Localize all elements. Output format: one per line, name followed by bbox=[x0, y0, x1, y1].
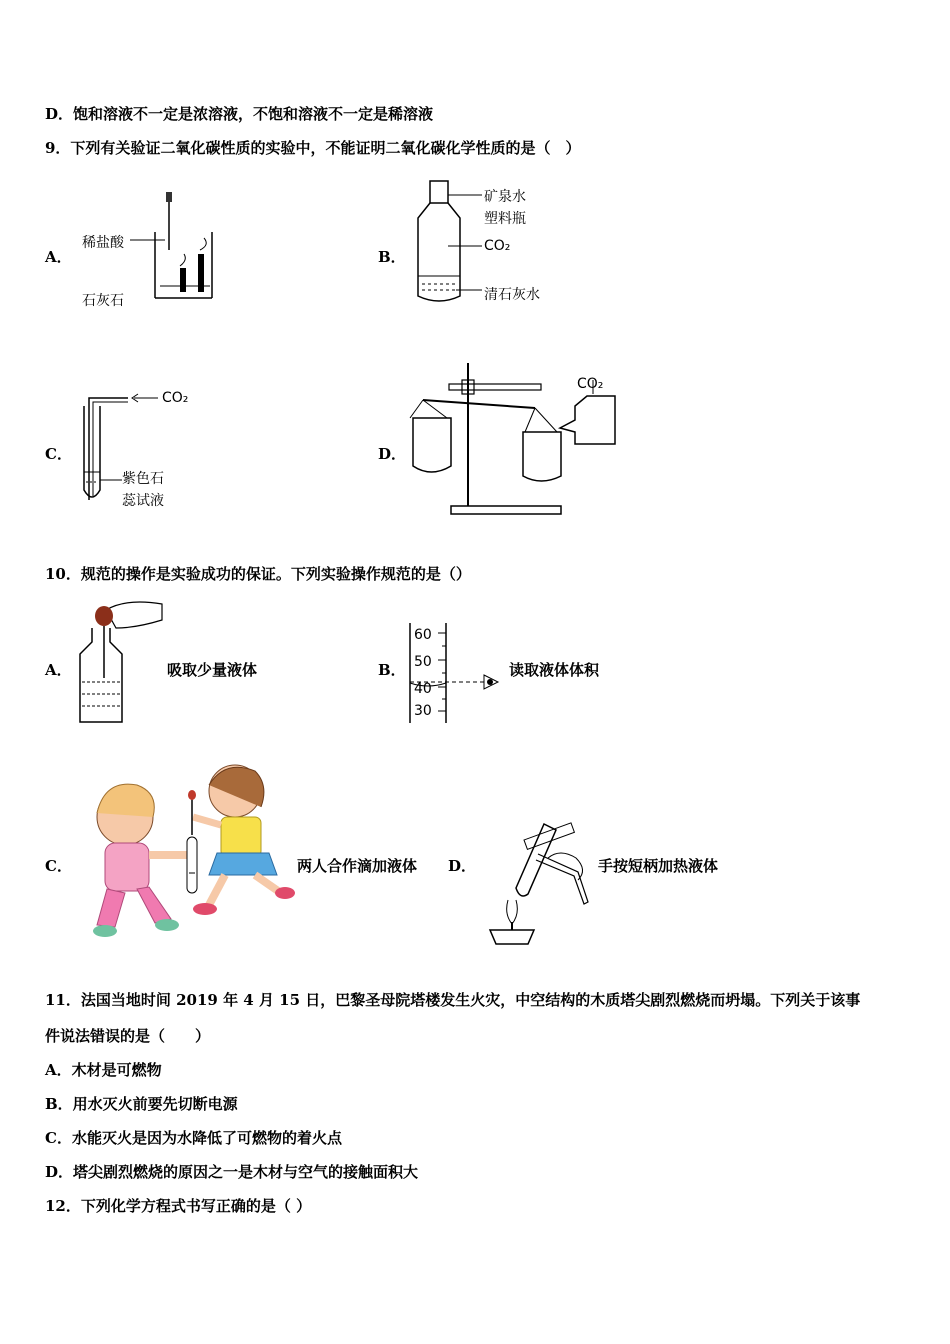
q9-d-balance-diagram bbox=[405, 358, 620, 518]
q9-b-limewater-text: 清石灰水 bbox=[484, 287, 540, 303]
q9-a-beaker-diagram bbox=[130, 190, 220, 305]
q9-option-b-label: B． bbox=[378, 248, 406, 266]
q9-b-bottle-text: 塑料瓶 bbox=[484, 211, 526, 227]
q9-b-co2-text: CO₂ bbox=[484, 238, 511, 254]
q10-a-dropper-diagram bbox=[76, 598, 166, 726]
q9-a-acid-text: 稀盐酸 bbox=[82, 235, 124, 251]
q10-option-a-label: A． bbox=[45, 661, 72, 679]
q10-d-caption: 手按短柄加热液体 bbox=[598, 857, 719, 875]
q10-b-tick-30: 30 bbox=[414, 703, 432, 719]
q9-d-co2-text: CO₂ bbox=[577, 376, 604, 392]
q10-c-children-illustration bbox=[85, 755, 295, 945]
q9-c-litmus-text-1: 紫色石 bbox=[122, 471, 164, 487]
q9-stem: 9．下列有关验证二氧化碳性质的实验中，不能证明二氧化碳化学性质的是（ ） bbox=[45, 139, 581, 157]
q10-option-c-label: C． bbox=[45, 857, 72, 875]
q11-option-a: A．木材是可燃物 bbox=[45, 1061, 162, 1079]
q10-option-d-label: D． bbox=[448, 857, 477, 875]
prev-option-d: D．饱和溶液不一定是浓溶液，不饱和溶液不一定是稀溶液 bbox=[45, 105, 434, 123]
q9-option-a-label: A． bbox=[45, 248, 72, 266]
q10-b-tick-40: 40 bbox=[414, 681, 432, 697]
q10-a-caption: 吸取少量液体 bbox=[167, 661, 258, 679]
q10-b-tick-60: 60 bbox=[414, 627, 432, 643]
q10-d-heating-diagram bbox=[478, 818, 598, 948]
q9-option-c-label: C． bbox=[45, 445, 72, 463]
q11-option-c: C．水能灭火是因为水降低了可燃物的着火点 bbox=[45, 1129, 342, 1147]
q9-c-testtube-diagram bbox=[80, 390, 160, 510]
q9-c-litmus-text-2: 蕊试液 bbox=[122, 493, 164, 509]
q10-b-tick-50: 50 bbox=[414, 654, 432, 670]
q10-stem: 10．规范的操作是实验成功的保证。下列实验操作规范的是（） bbox=[45, 565, 471, 583]
q9-a-limestone-text: 石灰石 bbox=[82, 293, 124, 309]
q9-b-bottle-diagram bbox=[412, 178, 487, 308]
q9-option-d-label: D． bbox=[378, 445, 407, 463]
q10-option-b-label: B． bbox=[378, 661, 406, 679]
q9-b-water-text: 矿泉水 bbox=[484, 189, 526, 205]
q11-stem-line1: 11．法国当地时间 2019 年 4 月 15 日，巴黎圣母院塔楼发生火灾，中空结构的木质塔尖剧烈燃烧而坍塌。下列关于该事 bbox=[45, 991, 861, 1009]
q10-c-caption: 两人合作滴加液体 bbox=[297, 857, 418, 875]
q11-stem-line2: 件说法错误的是（ ） bbox=[45, 1027, 211, 1045]
q11-option-d: D．塔尖剧烈燃烧的原因之一是木材与空气的接触面积大 bbox=[45, 1163, 419, 1181]
q10-b-caption: 读取液体体积 bbox=[509, 661, 600, 679]
q9-c-co2-text: CO₂ bbox=[162, 390, 189, 406]
q12-stem: 12．下列化学方程式书写正确的是（ ） bbox=[45, 1197, 312, 1215]
q11-option-b: B．用水灭火前要先切断电源 bbox=[45, 1095, 238, 1113]
